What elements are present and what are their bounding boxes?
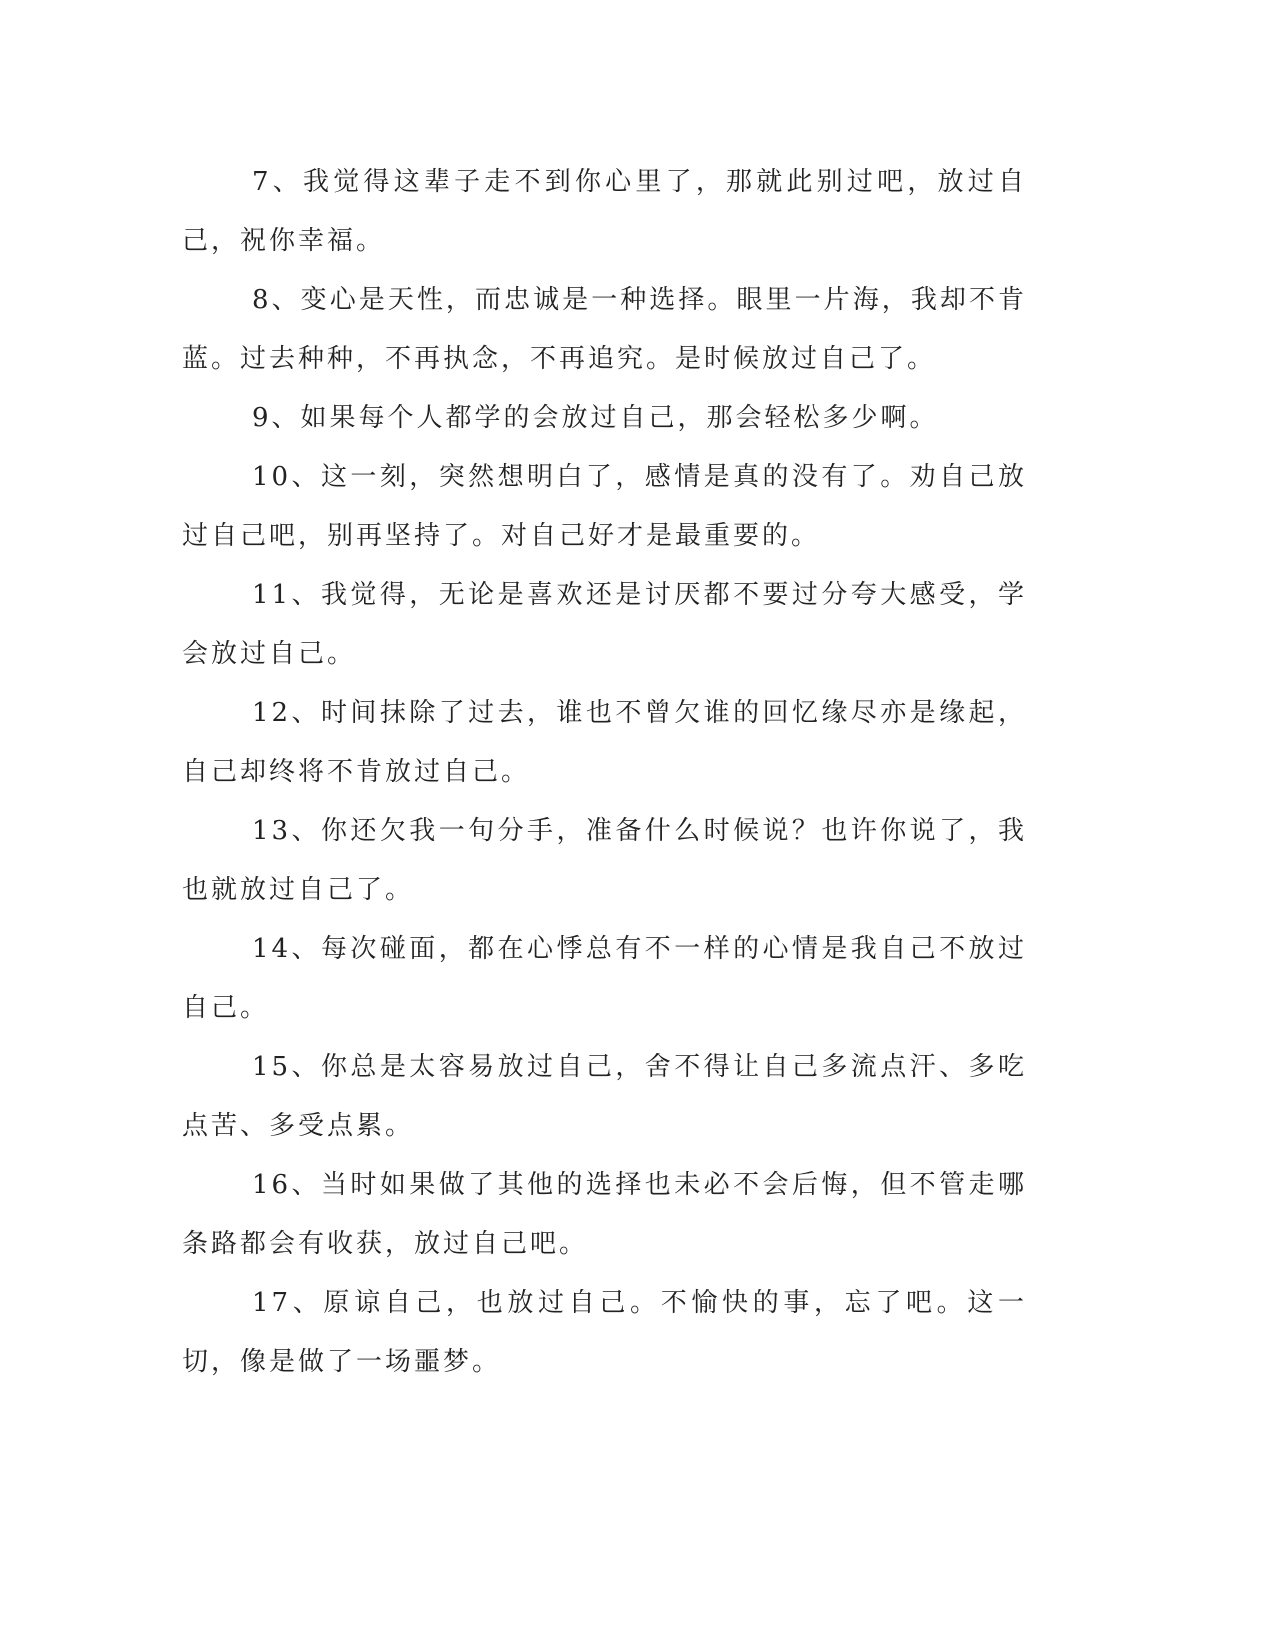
- paragraph-10: 10、这一刻，突然想明白了，感情是真的没有了。劝自己放过自己吧，别再坚持了。对自己好才是最重要的。: [182, 462, 1027, 551]
- paragraph-17: 17、原谅自己，也放过自己。不愉快的事，忘了吧。这一切，像是做了一场噩梦。: [182, 1288, 1027, 1377]
- paragraph-12: 12、时间抹除了过去，谁也不曾欠谁的回忆缘尽亦是缘起，自己却终将不肯放过自己。: [182, 698, 1027, 787]
- paragraph-8: 8、变心是天性，而忠诚是一种选择。眼里一片海，我却不肯蓝。过去种种，不再执念，不再追究。是时候放过自己了。: [182, 285, 1027, 374]
- paragraph-14: 14、每次碰面，都在心悸总有不一样的心情是我自己不放过自己。: [182, 934, 1027, 1023]
- paragraph-11: 11、我觉得，无论是喜欢还是讨厌都不要过分夸大感受，学会放过自己。: [182, 580, 1027, 669]
- paragraph-7: 7、我觉得这辈子走不到你心里了，那就此别过吧，放过自己，祝你幸福。: [182, 167, 1027, 256]
- paragraph-13: 13、你还欠我一句分手，准备什么时候说？也许你说了，我也就放过自己了。: [182, 816, 1027, 905]
- paragraph-15: 15、你总是太容易放过自己，舍不得让自己多流点汗、多吃点苦、多受点累。: [182, 1052, 1027, 1141]
- paragraph-9: 9、如果每个人都学的会放过自己，那会轻松多少啊。: [252, 403, 939, 433]
- paragraph-16: 16、当时如果做了其他的选择也未必不会后悔，但不管走哪条路都会有收获，放过自己吧。: [182, 1170, 1027, 1259]
- document-body: [182, 153, 1027, 1392]
